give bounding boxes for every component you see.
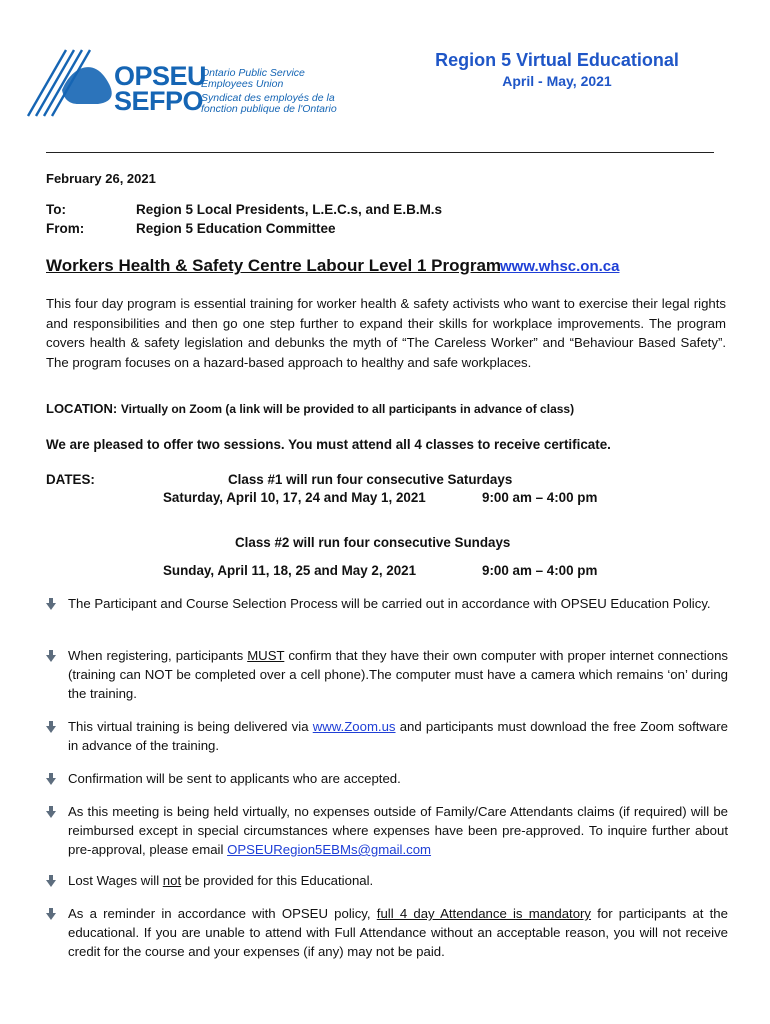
bullet-arrow-icon (44, 805, 58, 819)
zoom-link[interactable]: www.Zoom.us (312, 719, 396, 734)
emphasis-attendance: full 4 day Attendance is mandatory (376, 906, 592, 921)
list-item (44, 871, 728, 890)
memo-to-label: To: (46, 202, 66, 217)
bullet-arrow-icon (44, 649, 58, 663)
list-item (44, 717, 728, 755)
bullet-text: The Participant and Course Selection Process will be carried out in accordance with OPSEU Education Policy. (68, 596, 711, 611)
bullet-arrow-icon (44, 772, 58, 786)
bullet-text (68, 871, 728, 890)
program-description: This four day program is essential training for worker health & safety activists who want to exercise their legal rights and responsibilities and then go one step further to expand their skills for workplace improvements. The program covers health & safety legislation and debunks the myth of “The Careless Worker” and “Behaviour Based Safety”. The program focuses on a hazard-based approach to healthy and safe workplaces. (46, 296, 726, 370)
class1-heading: Class #1 will run four consecutive Saturdays (228, 472, 513, 487)
logo-opseu: OPSEU (114, 61, 207, 91)
logo-english-name: Ontario Public Service Employees Union (201, 67, 305, 90)
bullet-text: Confirmation will be sent to applicants who are accepted. (68, 771, 401, 786)
emphasis-not: not (162, 873, 182, 888)
memo-from-label: From: (46, 221, 85, 236)
header-title: Region 5 Virtual Educational (435, 50, 679, 70)
location-label: LOCATION: (46, 401, 118, 416)
class2-days: Sunday, April 11, 18, 25 and May 2, 2021 (163, 563, 417, 578)
memo-to-value: Region 5 Local Presidents, L.E.C.s, and E.B.M.s (136, 202, 443, 217)
class2-heading: Class #2 will run four consecutive Sundays (235, 535, 511, 550)
list-item (44, 904, 728, 961)
program-title: Workers Health & Safety Centre Labour Level 1 Program (46, 256, 502, 275)
dates-label: DATES: (46, 472, 95, 487)
bullet-text-part: be provided for this Educational. (181, 873, 374, 888)
list-item (44, 769, 728, 788)
program-link[interactable]: www.whsc.on.ca (500, 258, 620, 275)
bullet-text-part: As this meeting is being held virtually, no expenses outside of Family/Care Attendants claims (if required) will be reimbursed except in special circumstances where expenses have been pre-approved. To inquire further about pre-approval, please email (68, 804, 728, 857)
bullet-text-part: As a reminder in accordance with OPSEU policy, (68, 906, 377, 921)
bullet-text (68, 646, 728, 703)
sessions-offer: We are pleased to offer two sessions. You must attend all 4 classes to receive certificate. (46, 437, 611, 452)
bullet-text-part: for participants at the educational. If you are unable to attend with Full Attendance without an acceptable reason, you will not receive credit for the course and your expenses (if any) may not be paid. (68, 906, 728, 959)
logo-french-name: Syndicat des employés de la fonction publique de l'Ontario (201, 92, 337, 115)
bullet-text-part: and participants must download the free Zoom software in advance of the training. (68, 719, 728, 753)
bullet-arrow-icon (44, 907, 58, 921)
bullet-text (68, 904, 728, 961)
list-item (44, 594, 728, 613)
location-line (46, 401, 574, 416)
bullet-text-part: Lost Wages will (68, 873, 163, 888)
bullet-text-part: When registering, participants (68, 648, 248, 663)
email-link[interactable]: OPSEURegion5EBMs@gmail.com (227, 842, 432, 857)
bullet-arrow-icon (44, 720, 58, 734)
list-item (44, 802, 728, 859)
header-subtitle: April - May, 2021 (502, 73, 612, 89)
logo-sefpo: SEFPO (114, 86, 204, 116)
bullet-text-part: confirm that they have their own computer with proper internet connections (training can NOT be completed over a cell phone).The computer must have a camera which remains ‘on’ during the training. (68, 648, 729, 701)
memo-date: February 26, 2021 (46, 171, 156, 186)
opseu-logo (22, 46, 352, 124)
header-divider (46, 152, 714, 153)
bullet-text (68, 717, 728, 755)
bullet-arrow-icon (44, 874, 58, 888)
list-item (44, 646, 728, 703)
opseu-slashes-icon (22, 46, 118, 124)
location-value: Virtually on Zoom (a link will be provided to all participants in advance of class) (120, 402, 575, 416)
emphasis-must: MUST (247, 648, 285, 663)
bullet-arrow-icon (44, 597, 58, 611)
bullet-text-part: This virtual training is being delivered via (68, 719, 313, 734)
class1-time: 9:00 am – 4:00 pm (482, 490, 598, 505)
bullet-text (68, 802, 728, 859)
memo-from-value: Region 5 Education Committee (136, 221, 336, 236)
class1-days: Saturday, April 10, 17, 24 and May 1, 2021 (163, 490, 426, 505)
class2-time: 9:00 am – 4:00 pm (482, 563, 598, 578)
